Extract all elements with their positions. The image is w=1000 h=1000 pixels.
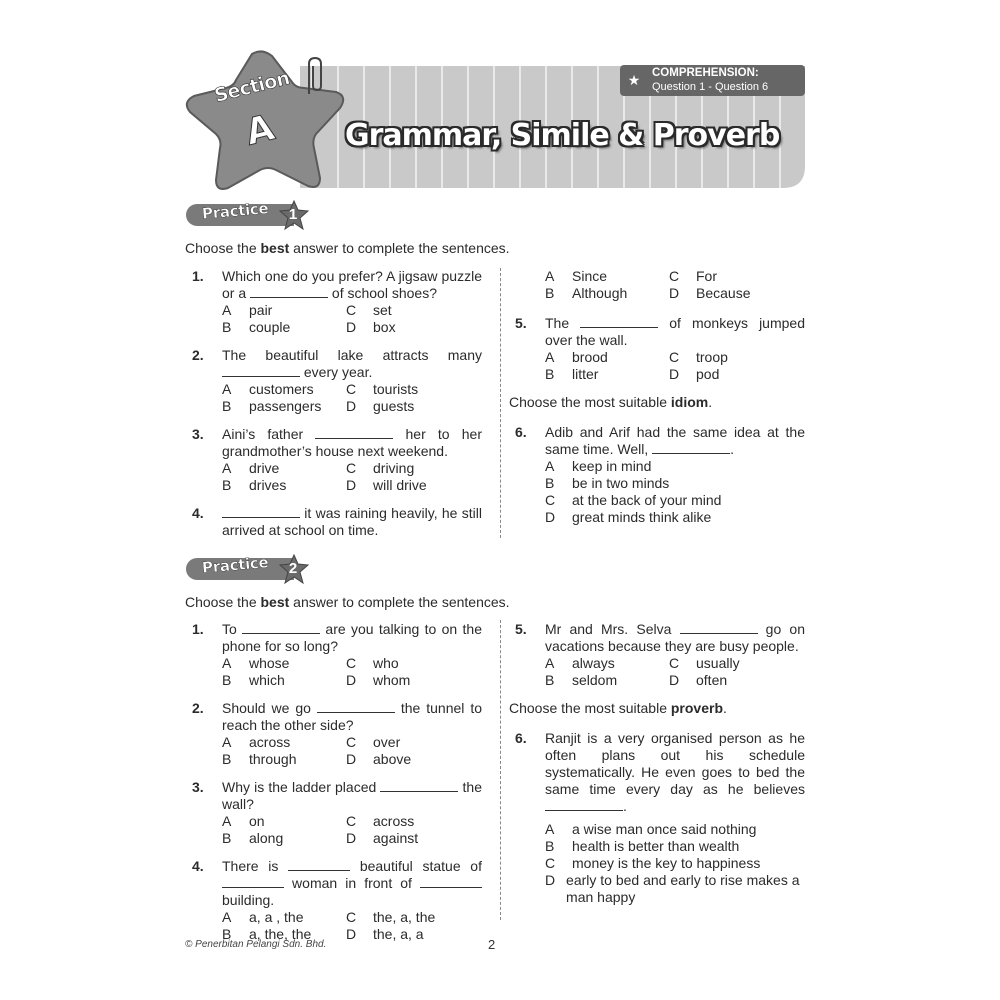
question-number: 5. (515, 315, 527, 331)
option-d[interactable]: D often (669, 672, 728, 688)
column-divider (500, 268, 501, 538)
option-a[interactable]: A brood (545, 349, 608, 365)
option-b[interactable]: B be in two minds (545, 475, 670, 491)
answer-options (545, 458, 805, 526)
question-text: Why is the ladder placed the wall? (222, 779, 482, 812)
question-number: 4. (192, 505, 204, 521)
column-divider (500, 620, 501, 920)
option-c[interactable]: C money is the key to happiness (545, 855, 761, 871)
answer-options (222, 460, 482, 494)
option-c[interactable]: C who (346, 655, 399, 671)
practice-1-left-column (186, 268, 482, 550)
practice-1-tag (186, 200, 326, 230)
answer-options (222, 302, 482, 336)
question-item (186, 426, 482, 494)
answer-blank (380, 780, 458, 792)
question-number: 1. (192, 268, 204, 284)
copyright-notice: © Penerbitan Pelangi Sdn. Bhd. (185, 939, 327, 950)
question-item (186, 779, 482, 847)
answer-blank (222, 506, 300, 518)
question-item (509, 315, 805, 383)
question-item (509, 621, 805, 689)
question-number: 6. (515, 424, 527, 440)
option-a[interactable]: A Since (545, 268, 608, 284)
answer-options (545, 655, 805, 689)
instruction-text: answer to complete the sentences. (289, 240, 510, 256)
question-item (509, 424, 805, 526)
option-b[interactable]: B along (222, 830, 284, 846)
question-number: 2. (192, 700, 204, 716)
answer-options (222, 909, 482, 943)
option-b[interactable]: B Although (545, 285, 628, 301)
question-number: 3. (192, 779, 204, 795)
question-item (186, 700, 482, 768)
question-text: Which one do you prefer? A jigsaw puzzle or a of school shoes? (222, 268, 482, 301)
question-item (186, 268, 482, 336)
question-text: The beautiful lake attracts many every year. (222, 347, 482, 380)
option-a[interactable]: A a, a , the (222, 909, 304, 925)
badge-subtitle: Question 1 - Question 6 (652, 81, 769, 93)
option-b[interactable]: B health is better than wealth (545, 838, 740, 854)
option-a[interactable]: A a wise man once said nothing (545, 821, 757, 837)
practice-number: 1 (288, 206, 298, 223)
question-item (186, 505, 482, 539)
instruction-text: Choose the (185, 240, 261, 256)
question-text: There is beautiful statue of woman in front of building. (222, 858, 482, 908)
comprehension-badge (620, 65, 805, 96)
answer-blank (222, 365, 300, 377)
answer-blank (680, 622, 758, 634)
section-label: Section (212, 67, 292, 107)
question-item (186, 347, 482, 415)
paperclip-icon (301, 56, 327, 96)
option-b[interactable]: B seldom (545, 672, 618, 688)
question-item (509, 730, 805, 906)
answer-options (545, 349, 805, 383)
badge-title: COMPREHENSION: (652, 67, 759, 79)
option-c[interactable]: C driving (346, 460, 415, 476)
question-text: To are you talking to on the phone for so long? (222, 621, 482, 654)
answer-options (545, 268, 805, 302)
option-c[interactable]: C For (669, 268, 717, 284)
question-text: Ranjit is a very organised person as he often plans out his schedule systematically. He even goes to bed the same time every day as he believes . (545, 730, 805, 814)
question-text: Mr and Mrs. Selva go on vacations because they are busy people. (545, 621, 805, 654)
practice-2-right-column (509, 621, 805, 917)
answer-options (222, 655, 482, 689)
option-a[interactable]: A pair (222, 302, 273, 318)
practice-label: Practice (201, 553, 270, 577)
option-b[interactable]: B drives (222, 477, 287, 493)
practice-number: 2 (288, 560, 298, 577)
option-a[interactable]: A keep in mind (545, 458, 652, 474)
answer-blank (250, 286, 328, 298)
option-a[interactable]: A customers (222, 381, 314, 397)
question-number: 1. (192, 621, 204, 637)
practice-2-instruction (185, 594, 510, 610)
instruction-emphasis: best (260, 240, 290, 256)
question-text: Should we go the tunnel to reach the other side? (222, 700, 482, 733)
option-d[interactable]: D early to bed and early to rise makes a man happy (545, 872, 800, 905)
option-b[interactable]: B a, the, the (222, 926, 312, 942)
answer-blank (317, 701, 395, 713)
instruction-emphasis: best (260, 594, 290, 610)
question-number: 2. (192, 347, 204, 363)
option-b[interactable]: B passengers (222, 398, 322, 414)
option-c[interactable]: C at the back of your mind (545, 492, 722, 508)
page-title: Grammar, Simile & Proverb (345, 118, 780, 153)
practice-1-instruction (185, 240, 510, 256)
answer-options (222, 734, 482, 768)
star-icon: ★ (627, 72, 641, 88)
answer-blank (288, 859, 350, 871)
option-c[interactable]: C tourists (346, 381, 419, 397)
sub-instruction: Choose the most suitable proverb. (509, 700, 727, 716)
page-number: 2 (488, 937, 496, 952)
option-d[interactable]: D whom (346, 672, 411, 688)
option-d[interactable]: D against (346, 830, 419, 846)
practice-2-left-column (186, 621, 482, 954)
answer-blank (580, 316, 658, 328)
answer-options (222, 813, 482, 847)
question-item (186, 858, 482, 943)
option-d[interactable]: D great minds think alike (545, 509, 712, 525)
question-text: it was raining heavily, he still arrived at school on time. (222, 505, 482, 538)
question-number: 4. (192, 858, 204, 874)
question-number: 3. (192, 426, 204, 442)
option-c[interactable]: C across (346, 813, 415, 829)
option-d[interactable]: D above (346, 751, 412, 767)
practice-label: Practice (201, 199, 270, 223)
option-c[interactable]: C over (346, 734, 401, 750)
option-c[interactable]: C usually (669, 655, 740, 671)
question-number: 6. (515, 730, 527, 746)
option-c[interactable]: C the, a, the (346, 909, 436, 925)
option-c[interactable]: C troop (669, 349, 728, 365)
sub-instruction: Choose the most suitable idiom. (509, 394, 713, 410)
answer-blank (242, 622, 320, 634)
answer-blank (420, 876, 482, 888)
option-d[interactable]: D guests (346, 398, 415, 414)
option-d[interactable]: D box (346, 319, 396, 335)
option-d[interactable]: D the, a, a (346, 926, 424, 942)
practice-1-right-column (509, 268, 805, 537)
section-letter: A (241, 107, 279, 154)
question-text: The of monkeys jumped over the wall. (545, 315, 805, 348)
answer-options (545, 821, 805, 906)
option-a[interactable]: A across (222, 734, 291, 750)
option-d[interactable]: D Because (669, 285, 751, 301)
answer-blank (222, 876, 284, 888)
answer-blank (652, 442, 730, 454)
answer-blank (545, 799, 623, 811)
option-a[interactable]: A whose (222, 655, 290, 671)
option-b[interactable]: B couple (222, 319, 291, 335)
instruction-text: Choose the (185, 594, 261, 610)
question-text: Aini’s father her to her grandmother’s house next weekend. (222, 426, 482, 459)
question-item (509, 268, 805, 302)
option-a[interactable]: A drive (222, 460, 280, 476)
option-c[interactable]: C set (346, 302, 392, 318)
option-d[interactable]: D pod (669, 366, 720, 382)
section-banner (180, 48, 805, 193)
question-number: 5. (515, 621, 527, 637)
option-b[interactable]: B through (222, 751, 297, 767)
question-item (186, 621, 482, 689)
option-b[interactable]: B litter (545, 366, 599, 382)
practice-2-tag (186, 554, 326, 584)
question-text: Adib and Arif had the same idea at the same time. Well, . (545, 424, 805, 457)
option-d[interactable]: D will drive (346, 477, 427, 493)
option-a[interactable]: A always (545, 655, 615, 671)
answer-options (222, 381, 482, 415)
option-a[interactable]: A on (222, 813, 265, 829)
answer-blank (315, 427, 393, 439)
instruction-text: answer to complete the sentences. (289, 594, 510, 610)
option-b[interactable]: B which (222, 672, 285, 688)
